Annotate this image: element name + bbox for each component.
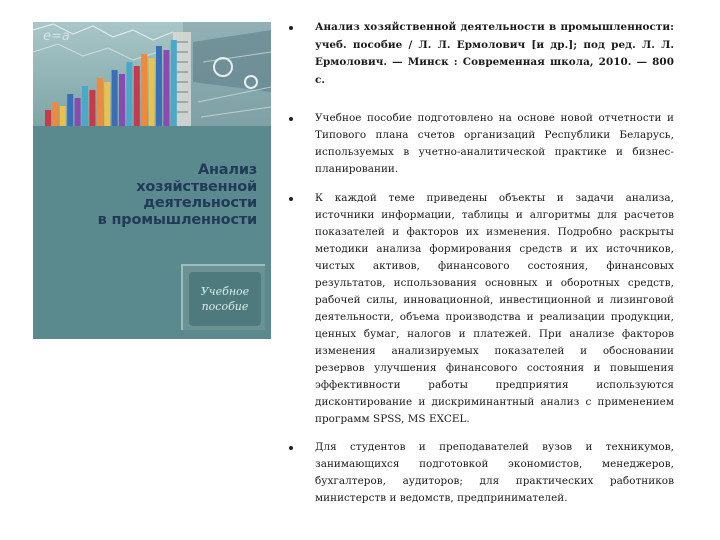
- item-text: К каждой теме приведены объекты и задачи анализа, источники информации, таблицы и алгоритмы для расчетов показателей и факторов их изменения. Подробно раскрыты методики анализа формирования средств и их источников, чистых активов, финансового состояния, финансовых результатов, использования основных и оборотных средств, рабочей силы, инновационной, инвестиционной и лизинговой деятельности, объема производства и реализации продукции, ценных бумаг, налогов и платежей. При анализе факторов изменения анализируемых показателей и обосновании резервов улучшения финансового состояния и повышения эффективности работы предприятия используются дисконтирование и дискриминантный анализ с применением программ SPSS, MS EXCEL.: [315, 192, 674, 425]
- list-item: [286, 110, 674, 178]
- cover-bar: [82, 86, 88, 128]
- cover-bar: [149, 58, 155, 128]
- item-text: Учебное пособие подготовлено на основе новой отчетности и Типового плана счетов организаций Республики Беларусь, используемых в учетно-аналитической практике и бизнес-планировании.: [315, 112, 674, 175]
- bullet-icon: [289, 197, 293, 201]
- cover-title-line: Анализ: [197, 162, 257, 178]
- cover-bar: [134, 66, 140, 128]
- cover-seal: [181, 264, 265, 330]
- bullet-icon: [289, 26, 293, 30]
- bibliographic-reference: Анализ хозяйственной деятельности в промышленности: учеб. пособие / Л. Л. Ермолович [и др.]; под ред. Л. Л. Ермолович. — Минск : Современная школа, 2010. — 800 с.: [315, 21, 674, 86]
- bullet-icon: [289, 446, 293, 450]
- cover-bar: [163, 50, 169, 128]
- cover-title-line: в промышленности: [97, 211, 257, 228]
- cover-bar: [126, 62, 132, 128]
- book-cover: [33, 22, 271, 339]
- cover-title: [33, 162, 271, 228]
- list-item: [286, 439, 674, 507]
- cover-bar: [97, 78, 103, 128]
- cover-bar: [75, 98, 81, 128]
- description-list: [286, 19, 674, 507]
- list-item: [286, 19, 674, 89]
- cover-bar: [141, 54, 147, 128]
- cover-bar: [104, 82, 110, 128]
- bullet-icon: [289, 117, 293, 121]
- cover-bar: [67, 94, 73, 128]
- cover-title-line: хозяйственной: [136, 178, 257, 195]
- cover-bar: [89, 90, 95, 128]
- cover-bar: [112, 70, 118, 128]
- item-text: Для студентов и преподавателей вузов и техникумов, занимающихся подготовкой экономистов, менеджеров, бухгалтеров, аудиторов; для практических работников министерств и ведомств, предпринимателей.: [315, 441, 674, 504]
- cover-bar: [60, 106, 66, 128]
- cover-bar: [45, 110, 51, 128]
- cover-bar: [52, 102, 58, 128]
- cover-bar: [156, 46, 162, 128]
- cover-seal-line: Учебное: [200, 285, 250, 298]
- list-item: [286, 190, 674, 428]
- cover-title-line: деятельности: [143, 195, 257, 211]
- cover-bar: [119, 74, 125, 128]
- cover-bar: [171, 40, 177, 128]
- cover-chart-illustration: [33, 22, 271, 160]
- cover-seal-line: пособие: [201, 300, 249, 313]
- svg-text:e=a: e=a: [43, 29, 70, 44]
